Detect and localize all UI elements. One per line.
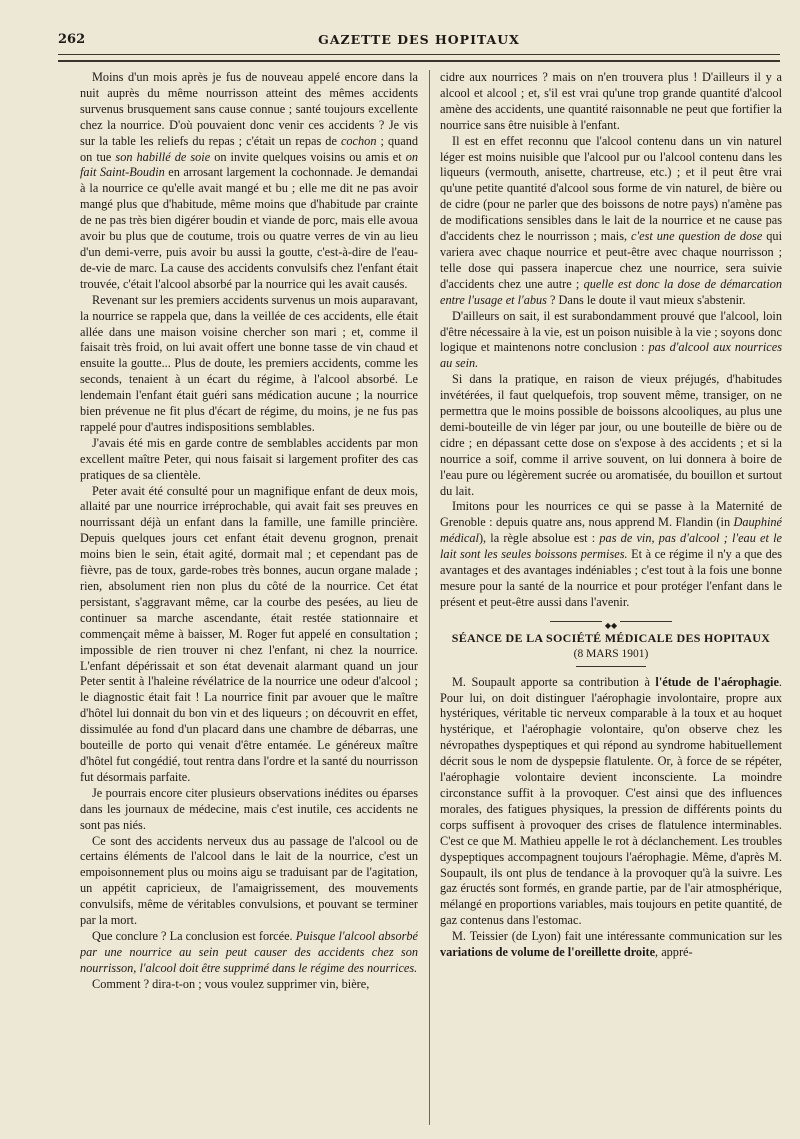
page-header	[58, 30, 780, 55]
paragraph: Si dans la pratique, en raison de vieux préjugés, d'habitudes invétérées, il faut quelquefois, trop souvent même, transiger, on ne permettra que le moins possible de boissons alcooliques, au plus une demi-bouteille de vin léger par jour, ou une bouteille de bière ou de cidre ; en dépassant cette dose on s'expose à des accidents ; et si la nourrice a soif, comme il arrive souvent, on lui donnera à boire de l'eau pure ou légèrement sucrée ou aromatisée, du bouillon et surtout du lait.	[440, 372, 782, 498]
paragraph: Il est en effet reconnu que l'alcool contenu dans un vin naturel léger est moins nuisible que l'alcool pur ou l'alcool contenu dans les liqueurs (vermouth, anisette, chartreuse, etc.) ; et il peut être vrai qu'une petite quantité d'alcool sous forme de vin naturel, de bière ou de cidre (pour ne parler que des boissons de notre pays) n'amène pas de modifications sensibles dans le lait de la nourrice et ne cause pas d'accidents chez le nourrisson ; mais, c'est une question de dose qui variera avec chaque nourrice et peut-être avec chaque nourrisson ; telle dose qui passera inapercue chez une nourrice, sera suivie d'accidents chez une autre ; quelle est donc la dose de démarcation entre l'usage et l'abus ? Dans le doute il vaut mieux s'abstenir.	[440, 133, 782, 307]
column-separator	[429, 70, 430, 1125]
running-title: GAZETTE DES HOPITAUX	[318, 32, 520, 47]
paragraph: Je pourrais encore citer plusieurs observations inédites ou éparses dans les journaux de médecine, mais c'est inutile, ces accidents ne sont pas niés.	[80, 785, 418, 832]
paragraph: D'ailleurs on sait, il est surabondamment prouvé que l'alcool, loin d'être nécessaire à la vie, est un poison nuisible à la vie ; soyons donc logique et maintenons notre conclusion : pas d'alcool aux nourrices au sein.	[440, 308, 782, 371]
paragraph: Comment ? dira-t-on ; vous voulez supprimer vin, bière,	[92, 976, 370, 991]
paragraph: M. Teissier (de Lyon) fait une intéressante communication sur les variations de volume de l'oreillette droite, appré-	[440, 929, 782, 960]
paragraph: Imitons pour les nourrices ce qui se passe à la Maternité de Grenoble : depuis quatre ans, nous apprend M. Flandin (in Dauphiné médical), la règle absolue est : pas de vin, pas d'alcool ; l'eau et le lait sont les seules boissons permises. Et à ce régime il n'y a que des avantages et des avantages indéniables ; c'est tout à la fois une bonne mesure pour la santé de la nourrice et pour protéger l'enfant dans le présent et peut-être aussi dans l'avenir.	[440, 499, 782, 609]
paragraph: Revenant sur les premiers accidents survenus un mois auparavant, la nourrice se rappela que, dans la veillée de ces accidents, elle était allée dans une maison voisine chercher son mari ; et, comme il faisait très froid, on lui avait offert une bonne tasse de vin chaud et ensuite la goutte... Plus de doute, les premiers accidents, comme les seconds, tenaient à un écart du régime, à l'alcool absorbé. Le lendemain l'enfant était guéri sans médication aucune ; la nourrice bien prévenue ne fit plus d'écart de régime, du moins, je ne fus pas rappelé pour d'autres indispositions semblables.	[80, 292, 418, 434]
paragraph: Peter avait été consulté pour un magnifique enfant de deux mois, allaité par une nourrice irréprochable, qui avait fait ses preuves en nourrissant déjà un enfant dans la famille, une famille princière. Depuis quelques jours cet enfant était devenu grognon, prenait moins bien le sein, était agité, dormait mal ; et cependant pas de fièvre, pas de toux, garde-robes très bonnes, aucun organe malade ; rien, absolument rien non plus du côté de la nourrice. Cet état persistant, s'aggravant même, car la courbe des pesées, au lieu de continuer sa marche ascendante, était restée stationnaire et commençait même à baisser, M. Roger fut appelé en consultation ; impossible de rien trouver ni chez l'enfant, ni chez la nourrice. L'enfant dépérissait et son état devenait alarmant quand un jour Peter sentit à l'haleine révélatrice de la nourrice une odeur d'alcool ; le diagnostic était fait ! La nourrice finit par avouer que le maître d'hôtel lui donnait du bon vin et des liqueurs ; on découvrit en effet, dissimulée au fond d'un placard dans une chambre de débarras, une bouteille de porto qui venait d'être entamée. Le généreux maître d'hôtel fut congédié, tout rentra dans l'ordre et la santé du nourrisson fut désormais parfaite.	[80, 483, 418, 784]
section-title: SÉANCE DE LA SOCIÉTÉ MÉDICALE DES HOPITAUX	[451, 630, 771, 645]
paragraph: Ce sont des accidents nerveux dus au passage de l'alcool ou de certains éléments de l'alcool dans le lait de la nourrice, c'est un empoisonnement plus ou moins aigu se traduisant par de l'agitation, un appétit capricieux, de l'amaigrissement, des mouvements convulsifs, même de véritables convulsions, et pouvant se terminer par la mort.	[80, 833, 418, 928]
left-column	[80, 70, 418, 1130]
section-divider: ◆◆	[440, 617, 782, 625]
header-rule	[58, 60, 780, 62]
paragraph: M. Soupault apporte sa contribution à l'étude de l'aérophagie. Pour lui, on doit distinguer l'aérophagie involontaire, propre aux hystériques, véritable tic nerveux comparable à la toux et au hoquet hystérique, et l'aérophagie volontaire, qu'on observe chez les névropathes dyspeptiques et qui répond au syndrome habituellement décrit sous le nom de dyspepsie flatulente. Or, à force de se répéter, l'aérophagie volontaire devient inconsciente. La moindre circonstance suffit à la provoquer. C'est ainsi que des influences morales, des fatigues physiques, la pression de différents points du corps suffisent à provoquer des crises de flatulence interminables. C'est ce que M. Mathieu appelle le rot à déclanchement. Les troubles dyspeptiques accompagnent toujours l'aérophagie. Même, d'après M. Soupault, ils ont plus de tendance à la provoquer qu'à la suivre. Les gaz éructés sont formés, en grande partie, par de l'air atmosphérique, mélangé en proportions variables, mais toujours en petite quantité, de gaz contenus dans l'estomac.	[440, 674, 782, 928]
page-number: 262	[58, 32, 86, 47]
section-date: (8 MARS 1901)	[573, 647, 649, 660]
section-rule	[576, 666, 646, 667]
paragraph: Que conclure ? La conclusion est forcée. Puisque l'alcool absorbé par une nourrice au sein peut causer des accidents chez son nourrisson, l'alcool doit être supprimé dans le régime des nourrices.	[80, 928, 418, 975]
paragraph: J'avais été mis en garde contre de semblables accidents par mon excellent maître Peter, qui nous faisait si largement profiter des cas pratiques de sa clientèle.	[80, 435, 418, 482]
paragraph: cidre aux nourrices ? mais on n'en trouvera plus ! D'ailleurs il y a alcool et alcool ; et, s'il est vrai qu'une trop grande quantité d'alcool amène des accidents, une quantité raisonnable ne peut que fortifier la nourrice sans être nuisible à l'enfant.	[440, 70, 782, 132]
right-column	[440, 70, 782, 1130]
paragraph: Moins d'un mois après je fus de nouveau appelé encore dans la nuit auprès du même nourrisson atteint des mêmes accidents survenus brusquement sans cause connue ; santé toujours excellente chez la nourrice. D'où pouvaient donc venir ces accidents ? Je vis sur la table les reliefs du repas ; c'était un repas de cochon ; quand on tue son habillé de soie on invite quelques voisins ou amis et on fait Saint-Boudin en arrosant largement la cochonnade. Je demandai à la nourrice ce qu'elle avait mangé et bu ; elle me dit ne pas avoir mangé plus que d'habitude, même moins que d'habitude par crainte de ne pas très bien digérer boudin et viande de porc, mais elle avoua avoir bu plus que de coutume, trois ou quatre verres de vin au lieu d'un demi-verre, puis avoir bu aussi la goutte, c'est-à-dire de l'eau-de-vie de marc. La cause des accidents convulsifs chez l'enfant était trouvée, c'était l'alcool absorbé par la nourrice qui les avait causés.	[80, 70, 418, 291]
